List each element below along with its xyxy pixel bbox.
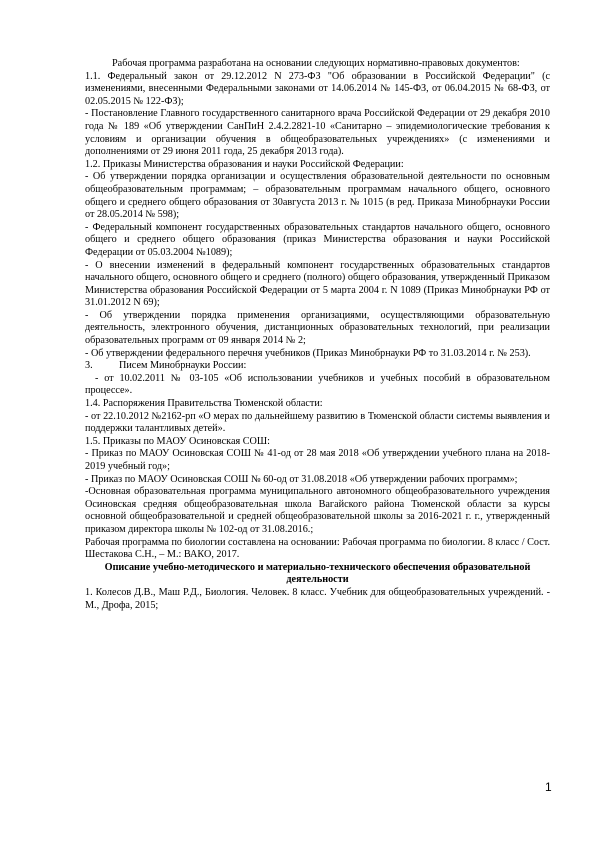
page-number: 1 [545,780,552,794]
federal-law-paragraph: 1.1. Федеральный закон от 29.12.2012 N 273-ФЗ "Об образовании в Российской Федерации" (с изменениями, внесенными Федеральными законами от 14.06.2014 № 145-ФЗ, от 06.04.2015 № 68-ФЗ, от 02.05.2015 № 122-ФЗ); [85,70,550,107]
letter-paragraph: - от 10.02.2011 № 03-105 «Об использовании учебников и учебных пособий в образовательном процессе». [85,372,550,397]
list-number: 3. [85,360,93,372]
amendments-paragraph: - О внесении изменений в федеральный компонент государственных образовательных стандартов начального общего, основного общего и среднего (полного) общего образования, утвержденный Приказом Министерства образования Российской Федерации от 5 марта 2004 г. N 1089 (Приказ Минобрнауки РФ от 31.01.2012 N 69); [85,259,550,309]
textbook-list-paragraph: - Об утверждении федерального перечня учебников (Приказ Минобрнауки РФ то 31.03.2014 г. № 253). [85,347,531,359]
ministry-orders-heading: 1.2. Приказы Министерства образования и науки Российской Федерации: [85,158,404,170]
biology-program-paragraph: Рабочая программа по биологии составлена на основании: Рабочая программа по биологии. 8 класс / Сост. Шестакова С.Н., – М.: ВАКО, 2017. [85,536,550,561]
federal-component-paragraph: - Федеральный компонент государственных образовательных стандартов начального общего, основного общего и среднего общего образования (приказ Министерства образования и науки Российской Федерации от 05.03.2004 №1089); [85,221,550,258]
e-learning-paragraph: - Об утверждении порядка применения организациями, осуществляющими образовательную деятельность, электронного обучения, дистанционных образовательных технологий, при реализации образовательных программ от 09 января 2014 № 2; [85,309,550,347]
document-body [85,58,550,612]
school-order-programs-paragraph: - Приказ по МАОУ Осиновская СОШ № 60-од от 31.08.2018 «Об утверждении рабочих программ»; [85,473,518,485]
regional-orders-heading: 1.4. Распоряжения Правительства Тюменской области: [85,398,323,410]
school-order-curriculum-paragraph: - Приказ по МАОУ Осиновская СОШ № 41-од от 28 мая 2018 «Об утверждении учебного плана на 2018-2019 учебный год»; [85,448,550,472]
main-program-paragraph: -Основная образовательная программа муниципального автономного общеобразовательного учреждения Осиновская средняя общеобразовательная школа Вагайского района Тюменской области за курсы основной общеобразовательной и средней общеобразовательной школы за 2016-2021 г. г., утвержденный приказом директора школы № 102-од от 31.08.2016.; [85,486,550,535]
intro-paragraph: Рабочая программа разработана на основании следующих нормативно-правовых документов: [112,58,520,69]
regional-order-paragraph: - от 22.10.2012 №2162-рп «О мерах по дальнейшему развитию в Тюменской области системы выявления и поддержки талантливых детей». [85,410,550,435]
reference-item: 1. Колесов Д.В., Маш Р.Д., Биология. Человек. 8 класс. Учебник для общеобразовательных учреждений. - М., Дрофа, 2015; [85,586,550,611]
section-heading: Описание учебно-методического и материально-технического обеспечения образовательной деятельности [104,561,531,586]
list-item-text: Писем Минобрнауки России: [119,360,247,372]
sanpin-paragraph: - Постановление Главного государственного санитарного врача Российской Федерации от 29 декабря 2010 года № 189 «Об утверждении СанПиН 2.4.2.2821-10 «Санитарно – эпидемиологические требования к условиям и организации обучения в общеобразовательных учреждениях» (с изменениями и дополнениями от 29 июня 2011 года, 25 декабря 2013 года). [85,108,550,158]
school-orders-heading: 1.5. Приказы по МАОУ Осиновская СОШ: [85,435,270,447]
letters-list-item [85,360,550,373]
order-organization-paragraph: - Об утверждении порядка организации и осуществления образовательной деятельности по основным общеобразовательным программам; – образовательным программам начального общего, основного общего и среднего общего образования от 30августа 2013 г. № 1015 (в ред. Приказа Минобрнауки России от 28.05.2014 № 598); [85,171,550,221]
